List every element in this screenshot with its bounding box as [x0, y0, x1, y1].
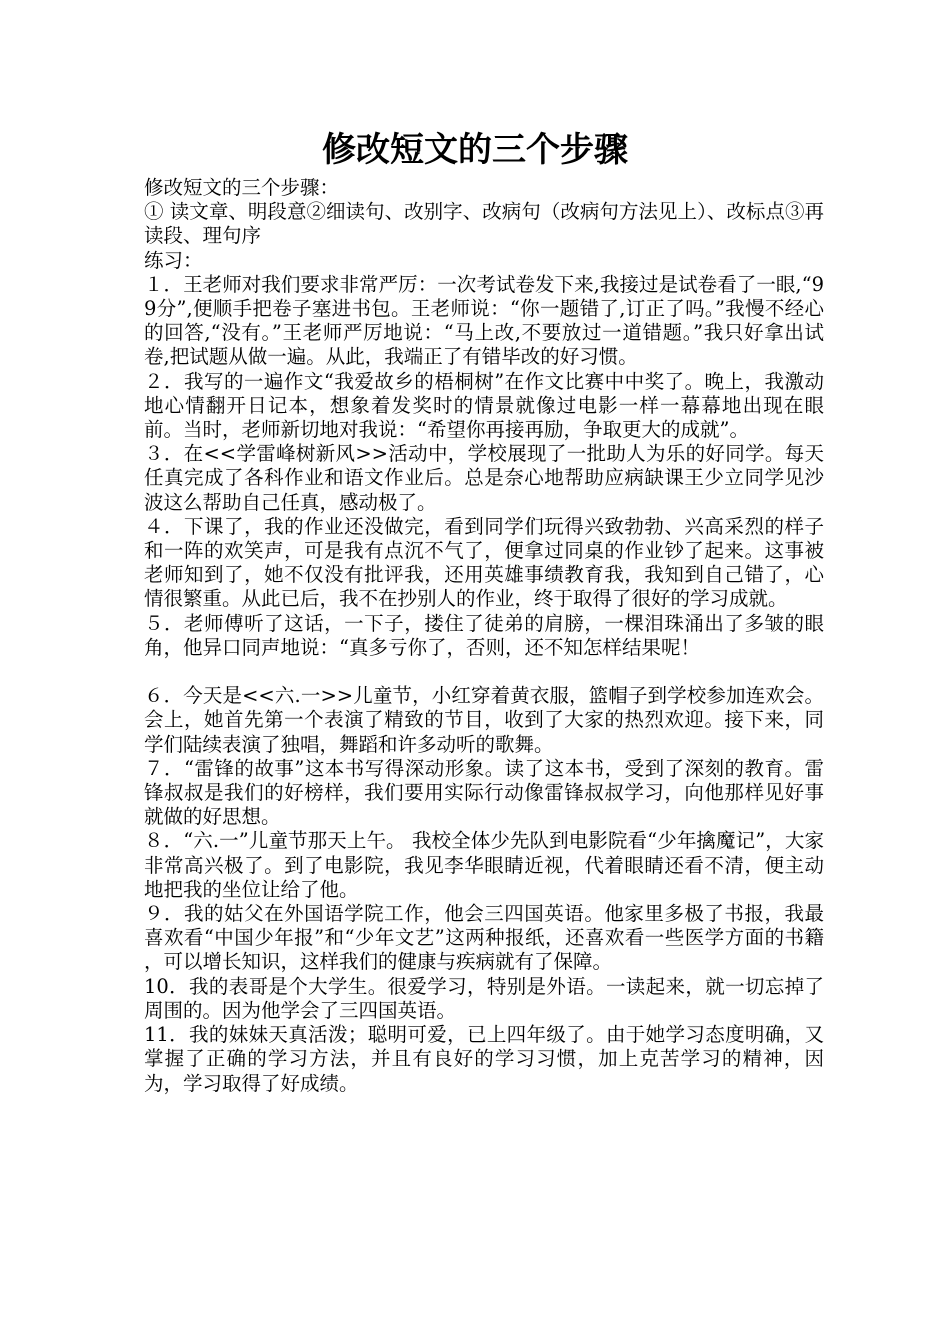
exercise-item-3: ３．在<<学雷峰树新风>>活动中，学校展现了一批助人为乐的好同学。每天任真完成了各科作业和语文作业后。总是奈心地帮助应病缺课王少立同学见沙波这么帮助自己任真，感动极了。	[144, 442, 824, 514]
exercise-item-6: ６．今天是<<六.一>>儿童节，小红穿着黄衣服，篮帽子到学校参加连欢会。会上，她首先第一个表演了精致的节目，收到了大家的热烈欢迎。接下来，同学们陆续表演了独唱，舞蹈和许多动听的歌舞。	[144, 684, 824, 756]
document-body	[144, 176, 824, 1096]
exercise-item-1: １．王老师对我们要求非常严厉：一次考试卷发下来,我接过是试卷看了一眼,“99分”,便顺手把卷子塞进书包。王老师说：“你一题错了,订正了吗。”我慢不经心的回答,“没有。”王老师严厉地说：“马上改,不要放过一道错题。”我只好拿出试卷,把试题从做一遍。从此，我端正了有错毕改的好习惯。	[144, 272, 824, 369]
exercise-item-11: 11．我的妹妹天真活泼；聪明可爱，已上四年级了。由于她学习态度明确，又掌握了正确的学习方法，并且有良好的学习习惯，加上克苦学习的精神，因为，学习取得了好成绩。	[144, 1023, 824, 1095]
exercise-item-4: ４．下课了，我的作业还没做完，看到同学们玩得兴致勃勃、兴高采烈的样子和一阵的欢笑声，可是我有点沉不气了，便拿过同桌的作业钞了起来。这事被老师知到了，她不仅没有批评我，还用英雄事绩教育我，我知到自己错了，心情很繁重。从此已后，我不在抄别人的作业，终于取得了很好的学习成就。	[144, 514, 824, 611]
exercise-item-5: ５．老师傅听了这话，一下子，搂住了徒弟的肩膀，一棵泪珠涌出了多皱的眼角，他异口同声地说：“真多亏你了，否则，还不知怎样结果呢！	[144, 611, 824, 659]
blank-line	[144, 660, 824, 684]
document-title: 修改短文的三个步骤	[322, 130, 628, 170]
exercise-item-8: ８．“六.一”儿童节那天上午。 我校全体少先队到电影院看“少年擒魔记”，大家非常高兴极了。到了电影院，我见李华眼睛近视，代着眼睛还看不清，便主动地把我的坐位让给了他。	[144, 829, 824, 901]
exercise-item-9: ９．我的姑父在外国语学院工作，他会三四国英语。他家里多极了书报，我最喜欢看“中国少年报”和“少年文艺”这两种报纸，还喜欢看一些医学方面的书籍 ，可以增长知识，这样我们的健康与疾病就有了保障。	[144, 902, 824, 974]
exercise-item-7: ７．“雷锋的故事”这本书写得深动形象。读了这本书，受到了深刻的教育。雷锋叔叔是我们的好榜样，我们要用实际行动像雷锋叔叔学习，向他那样见好事就做的好思想。	[144, 756, 824, 829]
intro-heading: 修改短文的三个步骤：	[144, 176, 340, 199]
exercise-item-10: 10．我的表哥是个大学生。很爱学习，特别是外语。一读起来，就一切忘掉了周围的。因为他学会了三四国英语。	[144, 974, 824, 1022]
exercise-item-2: ２．我写的一遍作文“我爱故乡的梧桐树”在作文比赛中中奖了。晚上，我激动地心情翻开日记本，想象着发奖时的情景就像过电影一样一幕幕地出现在眼前。当时，老师新切地对我说：“希望你再接再励，争取更大的成就”。	[144, 369, 824, 442]
steps-paragraph: ① 读文章、明段意②细读句、改别字、改病句（改病句方法见上）、改标点③再读段、理句序	[144, 200, 824, 248]
practice-label: 练习：	[144, 248, 203, 272]
